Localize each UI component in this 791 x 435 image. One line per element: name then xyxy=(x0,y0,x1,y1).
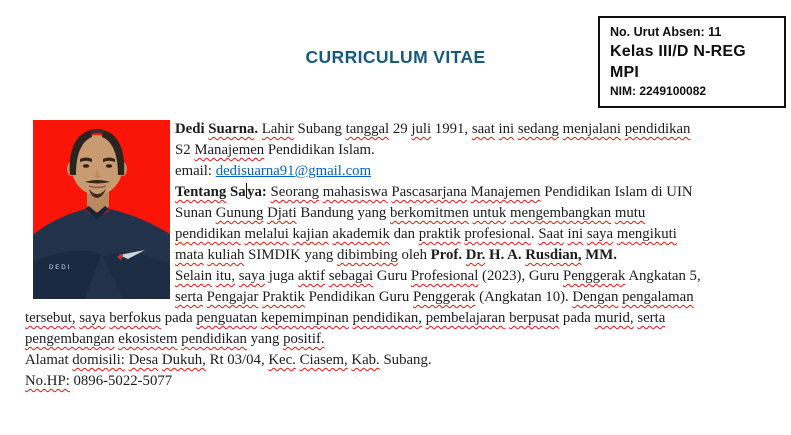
text-run: kuliah xyxy=(207,247,245,263)
text-run: serta xyxy=(175,289,203,305)
text-run: sedang xyxy=(517,121,559,137)
text-run: Gunung xyxy=(215,205,264,221)
text-run: MM. xyxy=(581,247,617,263)
text-run: Angkatan 5, xyxy=(625,268,701,284)
text-run: saat xyxy=(471,121,495,137)
text-run: Lahir xyxy=(261,121,294,137)
text-run: pendidikan xyxy=(624,121,691,137)
text-run: profesional xyxy=(464,226,531,242)
text-run: akademik xyxy=(332,226,390,242)
text-run: mahasiswa xyxy=(322,184,388,200)
text-run: pada xyxy=(559,310,595,326)
portrait-photo-image xyxy=(33,120,170,299)
text-run: Dr. xyxy=(465,247,486,263)
email-link[interactable]: dedisuarna91@gmail.com xyxy=(215,163,372,179)
text-run: . xyxy=(254,121,262,137)
text-run: 0896-5022-5077 xyxy=(69,373,173,389)
text-run: 1991, xyxy=(431,121,472,137)
text-run: positif. xyxy=(283,331,325,347)
text-run: (Angkatan 10). xyxy=(475,289,573,305)
text-run: 29 xyxy=(389,121,412,137)
text-run: berpusat xyxy=(509,310,560,326)
text-run: pembelajaran xyxy=(425,310,506,326)
text-run: Prof. xyxy=(430,247,466,263)
text-run: praktik xyxy=(418,226,461,242)
text-run: tanggal xyxy=(345,121,390,137)
text-run: itu, xyxy=(215,268,236,284)
cv-body[interactable] xyxy=(25,119,767,392)
photo-name-tag: DEDI xyxy=(49,264,71,271)
nim-number: NIM: 2249100082 xyxy=(610,84,707,98)
text-run: penguatan xyxy=(196,310,258,326)
text-run: ekosistem xyxy=(118,331,178,347)
text-run: Kec. xyxy=(268,352,296,368)
paragraph-alamat[interactable] xyxy=(25,350,767,371)
page-title: CURRICULUM VITAE xyxy=(305,47,486,67)
text-run: mengembangkan xyxy=(510,205,612,221)
text-run: oleh xyxy=(397,247,431,263)
text-run: mutu xyxy=(614,205,646,221)
text-run: dibimbing xyxy=(336,247,398,263)
text-run: yang xyxy=(246,331,284,347)
text-run: Pendidikan Guru xyxy=(304,289,413,305)
text-run: Praktik xyxy=(262,289,305,305)
text-run: pada xyxy=(161,310,197,326)
text-run: Pascasarjana xyxy=(391,184,467,200)
class-label: Kelas III/D N-REG MPI xyxy=(610,43,746,81)
text-run: dan xyxy=(389,226,419,242)
text-run: H. A. xyxy=(485,247,526,263)
text-run: Dengan xyxy=(572,289,619,305)
text-run: pendidikan, xyxy=(352,310,422,326)
text-run: Guru xyxy=(373,268,411,284)
text-run: aktif xyxy=(297,268,326,284)
student-info-box[interactable] xyxy=(598,16,786,108)
text-run: Kab. xyxy=(351,352,380,368)
text-run: (2023), Guru xyxy=(478,268,563,284)
text-run: kepemimpinan xyxy=(260,310,349,326)
text-run: Alamat xyxy=(25,352,73,368)
text-run: saya xyxy=(586,226,614,242)
text-run: Pendidikan Islam. xyxy=(264,142,375,158)
text-run: Rusdian, xyxy=(525,247,582,263)
text-run: Manajemen xyxy=(194,142,265,158)
text-run: Manajemen xyxy=(470,184,541,200)
text-run: ini xyxy=(567,226,584,242)
text-run: S2 xyxy=(175,142,195,158)
text-run: kajian xyxy=(292,226,329,242)
text-run: Dukuh, xyxy=(161,352,206,368)
text-run: Profesional xyxy=(410,268,479,284)
absen-number: No. Urut Absen: 11 xyxy=(610,25,722,39)
text-run: juli xyxy=(411,121,432,137)
text-run: Subang xyxy=(293,121,346,137)
text-run: Penggerak xyxy=(562,268,626,284)
text-run: SIMDIK yang xyxy=(244,247,337,263)
text-run: melalui xyxy=(244,226,289,242)
text-run: berfokus xyxy=(109,310,162,326)
text-run: Sunan xyxy=(175,205,216,221)
text-run: mata xyxy=(175,247,204,263)
text-run: Sa xyxy=(226,184,246,200)
text-run: domisili: xyxy=(72,352,125,368)
text-run: juga xyxy=(265,268,298,284)
text-run: Subang. xyxy=(379,352,432,368)
text-run: berkomitmen xyxy=(389,205,469,221)
text-run: . xyxy=(530,226,539,242)
text-run: pendidikan xyxy=(181,331,247,347)
text-run: menjalani xyxy=(562,121,621,137)
text-run: Seorang xyxy=(270,184,320,200)
text-run: ya: xyxy=(247,184,267,200)
text-run: sebagai xyxy=(328,268,374,284)
text-run: Penggerak xyxy=(412,289,476,305)
text-run: untuk xyxy=(472,205,507,221)
text-run: Saat xyxy=(538,226,564,242)
text-run: Suarna xyxy=(208,121,255,137)
profile-photo[interactable] xyxy=(33,120,170,299)
text-run: No.HP: xyxy=(25,373,70,389)
text-run: Bandung yang xyxy=(296,205,390,221)
text-run: email: xyxy=(175,163,216,179)
text-run: tersebut, xyxy=(25,310,76,326)
text-run: Dedi xyxy=(175,121,209,137)
text-run: ini xyxy=(498,121,515,137)
text-run: serta xyxy=(637,310,666,326)
text-run: murid, xyxy=(594,310,634,326)
text-run: pengembangan xyxy=(25,331,115,347)
text-run: Ciasem, xyxy=(299,352,348,368)
text-run: Pengajar xyxy=(206,289,259,305)
text-run: Pendidikan Islam di UIN xyxy=(540,184,693,200)
text-run: saya xyxy=(79,310,106,326)
text-run: pengalaman xyxy=(622,289,694,305)
text-run: Tentang xyxy=(175,184,227,200)
text-run: Selain xyxy=(175,268,212,284)
text-run: saya xyxy=(238,268,266,284)
text-run: Djati xyxy=(267,205,297,221)
text-run: Desa xyxy=(128,352,159,368)
paragraph-nohp[interactable] xyxy=(25,371,767,392)
text-run: Rt 03/04, xyxy=(205,352,269,368)
text-run: mengikuti xyxy=(616,226,677,242)
text-run: pendidikan xyxy=(175,226,241,242)
